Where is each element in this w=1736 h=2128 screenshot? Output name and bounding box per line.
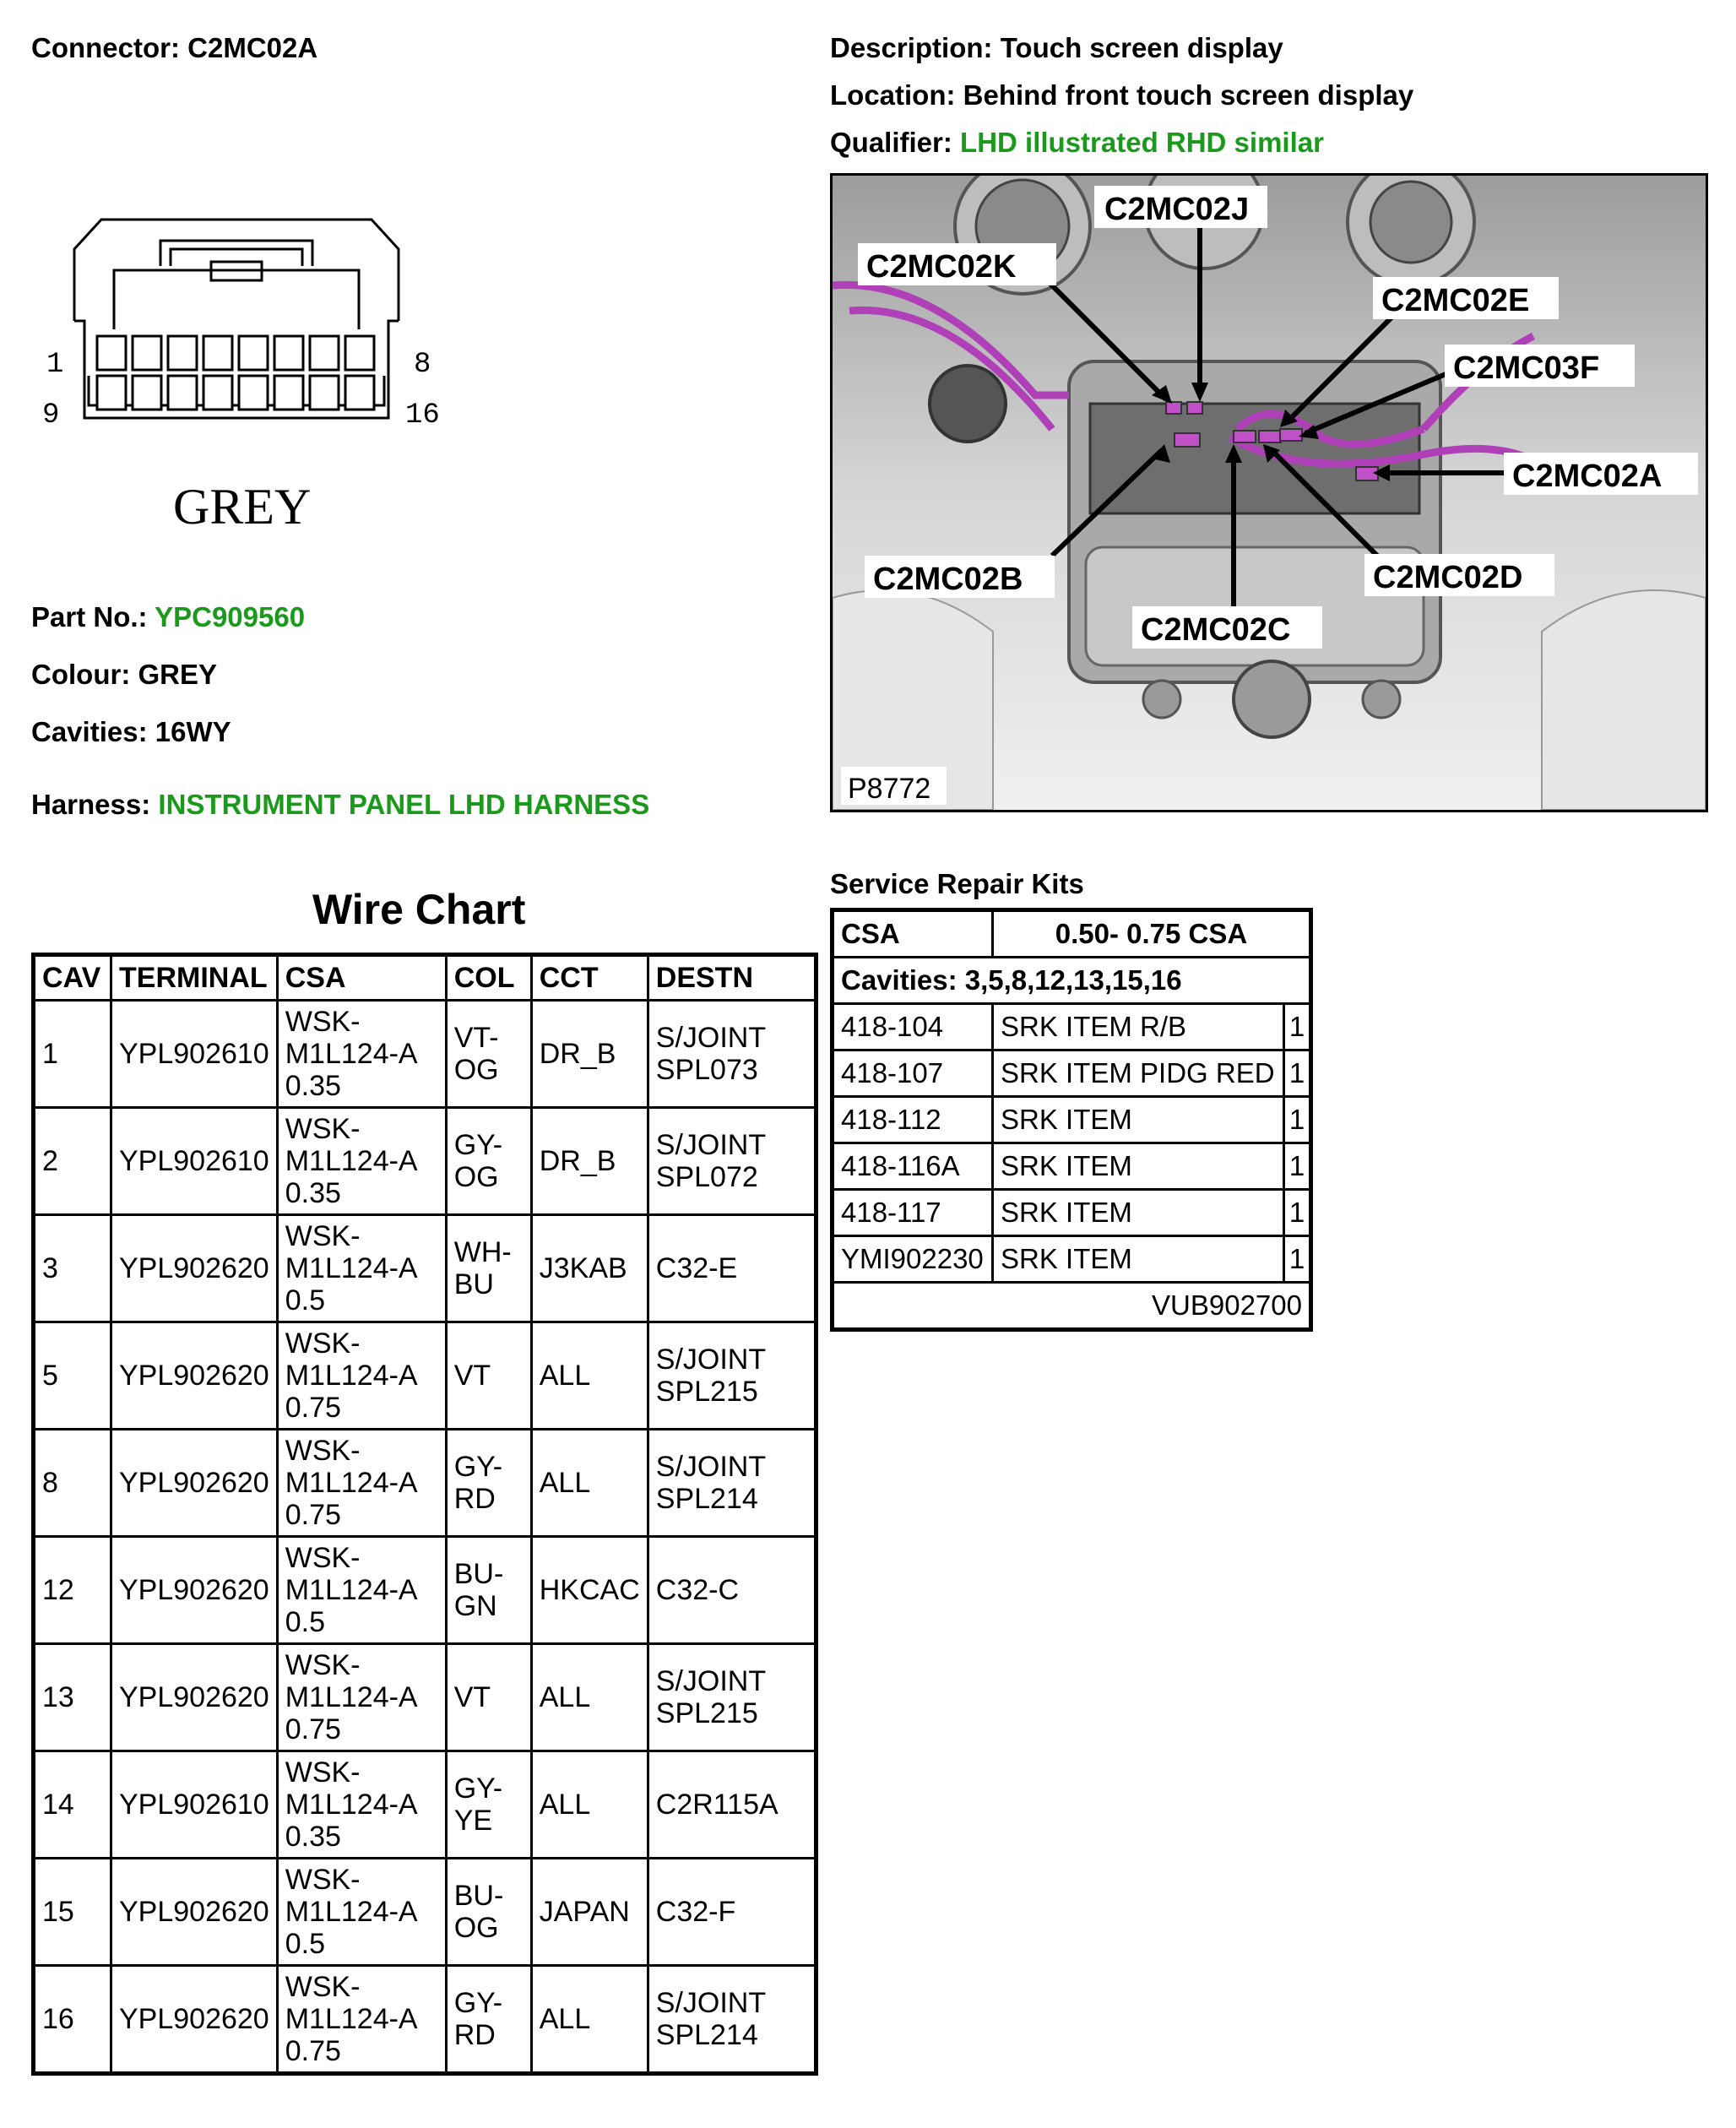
srk-qty: 1 <box>1284 1143 1311 1190</box>
cell-csa <box>277 1001 446 1108</box>
srk-item-row <box>833 1097 1311 1143</box>
cell-col <box>446 1108 531 1215</box>
cell-terminal: YPL902610 <box>111 1751 278 1859</box>
cell-csa-line: WSK- <box>285 1220 361 1252</box>
cell-destn <box>648 1751 816 1859</box>
cell-destn <box>648 1001 816 1108</box>
cell-csa-line: WSK- <box>285 1542 361 1574</box>
cell-terminal: YPL902620 <box>111 1215 278 1322</box>
service-kits-title: Service Repair Kits <box>830 868 1084 899</box>
cell-csa-line: 0.5 <box>285 1284 325 1316</box>
cell-csa-line: M1L124-A <box>285 1038 418 1070</box>
srk-code: YMI902230 <box>833 1236 993 1283</box>
srk-qty: 1 <box>1284 1004 1311 1050</box>
cell-csa <box>277 1108 446 1215</box>
photo-reference: P8772 <box>848 773 931 805</box>
cavity-13 <box>239 376 268 410</box>
cavity-5 <box>239 336 268 370</box>
wire-chart-row <box>34 1430 816 1537</box>
wire-chart-header-cct: CCT <box>531 955 648 1001</box>
pin-1-label: 1 <box>46 349 64 381</box>
cell-col-line: WH- <box>453 1236 512 1268</box>
cell-csa <box>277 1966 446 2074</box>
cell-col <box>446 1322 531 1430</box>
colour-line: Colour: GREY <box>31 659 218 690</box>
srk-csa-header: CSA <box>833 910 993 958</box>
cavity-9 <box>97 376 126 410</box>
wire-chart-row <box>34 1322 816 1430</box>
cell-cav: 8 <box>34 1430 111 1537</box>
cavity-12 <box>203 376 232 410</box>
cell-csa <box>277 1537 446 1644</box>
cell-terminal: YPL902620 <box>111 1644 278 1751</box>
wire-chart-row <box>34 1859 816 1966</box>
cell-csa-line: WSK- <box>285 1756 361 1789</box>
cell-csa-line: 0.75 <box>285 1499 341 1531</box>
cell-terminal: YPL902620 <box>111 1430 278 1537</box>
cell-col-line: OG <box>453 1912 499 1944</box>
cavity-10 <box>133 376 161 410</box>
cell-csa <box>277 1859 446 1966</box>
service-kits-table <box>830 908 1313 1332</box>
location-line: Location: Behind front touch screen display <box>830 79 1414 111</box>
callout-c2mc02a: C2MC02A <box>1512 459 1663 494</box>
connector-heading: Connector: C2MC02A <box>31 32 318 63</box>
callout-c2mc02j: C2MC02J <box>1104 192 1250 227</box>
cavity-1 <box>97 336 126 370</box>
cell-col <box>446 1644 531 1751</box>
cell-cct: DR_B <box>531 1108 648 1215</box>
cell-csa-line: 0.35 <box>285 1821 341 1853</box>
cell-csa-line: M1L124-A <box>285 1467 418 1499</box>
cell-csa-line: M1L124-A <box>285 1360 418 1392</box>
cell-destn <box>648 1966 816 2074</box>
cell-csa <box>277 1430 446 1537</box>
cell-destn <box>648 1537 816 1644</box>
cell-csa-line: 0.5 <box>285 1928 325 1960</box>
location-photo <box>830 173 1708 812</box>
cell-destn-line: SPL214 <box>655 1483 758 1515</box>
cell-csa-line: M1L124-A <box>285 1681 418 1713</box>
cell-cav: 3 <box>34 1215 111 1322</box>
srk-qty: 1 <box>1284 1050 1311 1097</box>
srk-code: 418-107 <box>833 1050 993 1097</box>
wire-chart-row <box>34 1108 816 1215</box>
cell-col-line: BU <box>453 1268 494 1300</box>
cell-cct: ALL <box>531 1751 648 1859</box>
cell-csa-line: WSK- <box>285 1327 361 1360</box>
srk-name: SRK ITEM <box>993 1190 1284 1236</box>
cell-cct: ALL <box>531 1430 648 1537</box>
cell-cav: 14 <box>34 1751 111 1859</box>
cell-csa-line: WSK- <box>285 1435 361 1467</box>
cell-terminal: YPL902620 <box>111 1859 278 1966</box>
wire-chart-row <box>34 1537 816 1644</box>
cavity-11 <box>168 376 197 410</box>
callout-c2mc02e: C2MC02E <box>1381 283 1530 318</box>
cell-col <box>446 1859 531 1966</box>
cell-col-line: RD <box>453 2019 496 2051</box>
cell-col <box>446 1966 531 2074</box>
cell-destn-line: C32-F <box>655 1896 736 1928</box>
callout-c2mc02k: C2MC02K <box>866 249 1017 285</box>
srk-code: 418-104 <box>833 1004 993 1050</box>
cell-destn-line: C32-E <box>655 1252 738 1284</box>
wire-chart-row <box>34 1644 816 1751</box>
cell-csa-line: M1L124-A <box>285 1896 418 1928</box>
cavity-16 <box>345 376 374 410</box>
cell-csa <box>277 1751 446 1859</box>
srk-item-row <box>833 1004 1311 1050</box>
cavity-3 <box>168 336 197 370</box>
pin-16-label: 16 <box>405 399 440 432</box>
cell-terminal: YPL902620 <box>111 1322 278 1430</box>
wire-chart-header-col: COL <box>446 955 531 1001</box>
cell-destn-line: S/JOINT <box>655 1451 767 1483</box>
cell-terminal: YPL902610 <box>111 1001 278 1108</box>
cell-csa <box>277 1215 446 1322</box>
wire-chart-row <box>34 1751 816 1859</box>
callout-c2mc03f: C2MC03F <box>1453 350 1600 386</box>
cell-cct: HKCAC <box>531 1537 648 1644</box>
cell-col <box>446 1751 531 1859</box>
cell-col-line: GY- <box>453 1987 503 2019</box>
cell-cct: ALL <box>531 1966 648 2074</box>
cavity-2 <box>133 336 161 370</box>
cell-csa-line: WSK- <box>285 1649 361 1681</box>
pin-9-label: 9 <box>42 399 60 432</box>
cell-cct: ALL <box>531 1644 648 1751</box>
cell-destn-line: S/JOINT <box>655 1129 767 1161</box>
cavity-14 <box>274 376 303 410</box>
srk-item-row <box>833 1050 1311 1097</box>
cell-cct: J3KAB <box>531 1215 648 1322</box>
callout-c2mc02c: C2MC02C <box>1141 612 1291 648</box>
harness-line: Harness: INSTRUMENT PANEL LHD HARNESS <box>31 789 650 820</box>
wire-chart-header-csa: CSA <box>277 955 446 1001</box>
cell-col-line: YE <box>453 1805 493 1837</box>
cavity-6 <box>274 336 303 370</box>
pin-8-label: 8 <box>414 349 431 381</box>
cell-col-line: GY- <box>453 1451 503 1483</box>
cell-cav: 16 <box>34 1966 111 2074</box>
cell-csa-line: WSK- <box>285 1006 361 1038</box>
cell-terminal: YPL902610 <box>111 1108 278 1215</box>
connector-face-diagram <box>34 211 490 549</box>
callout-c2mc02d: C2MC02D <box>1373 560 1523 595</box>
cell-csa-line: 0.75 <box>285 1392 341 1424</box>
wire-chart-header-destn: DESTN <box>648 955 816 1001</box>
cell-csa-line: WSK- <box>285 1113 361 1145</box>
srk-qty: 1 <box>1284 1190 1311 1236</box>
srk-name: SRK ITEM R/B <box>993 1004 1284 1050</box>
srk-csa-range: 0.50- 0.75 CSA <box>993 910 1311 958</box>
cell-csa-line: 0.75 <box>285 1713 341 1745</box>
cell-csa-line: M1L124-A <box>285 1574 418 1606</box>
wire-chart-row <box>34 1215 816 1322</box>
cell-cav: 12 <box>34 1537 111 1644</box>
cell-col-line: VT <box>453 1681 491 1713</box>
cell-col-line: BU- <box>453 1880 504 1912</box>
srk-qty: 1 <box>1284 1236 1311 1283</box>
cell-cav: 13 <box>34 1644 111 1751</box>
cell-destn-line: SPL073 <box>655 1054 758 1086</box>
cell-col-line: BU- <box>453 1558 504 1590</box>
harness-value: INSTRUMENT PANEL LHD HARNESS <box>158 789 650 820</box>
cell-csa-line: WSK- <box>285 1971 361 2003</box>
cell-destn-line: S/JOINT <box>655 1987 767 2019</box>
srk-item-row <box>833 1143 1311 1190</box>
cell-destn-line: C32-C <box>655 1574 740 1606</box>
cavity-8 <box>345 336 374 370</box>
cavity-4 <box>203 336 232 370</box>
wire-chart-header-terminal: TERMINAL <box>111 955 278 1001</box>
cell-destn-line: SPL215 <box>655 1697 758 1729</box>
cell-csa-line: WSK- <box>285 1864 361 1896</box>
cell-destn-line: SPL072 <box>655 1161 758 1193</box>
cell-col-line: OG <box>453 1054 499 1086</box>
srk-code: 418-116A <box>833 1143 993 1190</box>
srk-footer: VUB902700 <box>833 1283 1311 1330</box>
cell-col <box>446 1430 531 1537</box>
cavities-line: Cavities: 16WY <box>31 716 231 747</box>
cell-terminal: YPL902620 <box>111 1537 278 1644</box>
cell-destn <box>648 1644 816 1751</box>
cavity-15 <box>310 376 339 410</box>
cell-csa <box>277 1644 446 1751</box>
wire-chart-row <box>34 1001 816 1108</box>
cell-csa <box>277 1322 446 1430</box>
cell-cct: DR_B <box>531 1001 648 1108</box>
cell-csa-line: M1L124-A <box>285 1145 418 1177</box>
cell-cav: 5 <box>34 1322 111 1430</box>
cell-terminal: YPL902620 <box>111 1966 278 2074</box>
srk-cavities: Cavities: 3,5,8,12,13,15,16 <box>833 958 1311 1004</box>
srk-qty: 1 <box>1284 1097 1311 1143</box>
srk-item-row <box>833 1236 1311 1283</box>
cell-col-line: GY- <box>453 1129 503 1161</box>
cell-col <box>446 1001 531 1108</box>
qualifier-line: Qualifier: LHD illustrated RHD similar <box>830 127 1324 158</box>
cell-cav: 2 <box>34 1108 111 1215</box>
cell-csa-line: M1L124-A <box>285 1789 418 1821</box>
cell-col-line: VT- <box>453 1022 499 1054</box>
wire-chart-table <box>31 953 818 2076</box>
cell-destn-line: C2R115A <box>655 1789 778 1821</box>
cell-col <box>446 1215 531 1322</box>
cell-destn <box>648 1108 816 1215</box>
srk-name: SRK ITEM PIDG RED <box>993 1050 1284 1097</box>
cell-cav: 15 <box>34 1859 111 1966</box>
cell-col-line: RD <box>453 1483 496 1515</box>
cavity-7 <box>310 336 339 370</box>
cell-destn-line: S/JOINT <box>655 1022 767 1054</box>
callout-c2mc02b: C2MC02B <box>873 562 1023 597</box>
cell-destn <box>648 1430 816 1537</box>
description-line: Description: Touch screen display <box>830 32 1283 63</box>
srk-code: 418-112 <box>833 1097 993 1143</box>
cell-csa-line: 0.35 <box>285 1070 341 1102</box>
cell-col-line: GN <box>453 1590 497 1622</box>
cell-cav: 1 <box>34 1001 111 1108</box>
wire-chart-row <box>34 1966 816 2074</box>
cell-csa-line: M1L124-A <box>285 1252 418 1284</box>
part-number-value: YPC909560 <box>155 601 306 632</box>
cell-csa-line: M1L124-A <box>285 2003 418 2035</box>
connector-colour-text: GREY <box>173 479 312 535</box>
cell-destn-line: SPL215 <box>655 1376 758 1408</box>
cell-destn-line: S/JOINT <box>655 1665 767 1697</box>
srk-name: SRK ITEM <box>993 1236 1284 1283</box>
srk-name: SRK ITEM <box>993 1143 1284 1190</box>
cell-destn-line: SPL214 <box>655 2019 758 2051</box>
srk-item-row <box>833 1190 1311 1236</box>
cell-col-line: GY- <box>453 1772 503 1805</box>
cell-csa-line: 0.5 <box>285 1606 325 1638</box>
cell-destn <box>648 1215 816 1322</box>
cell-col-line: VT <box>453 1360 491 1392</box>
srk-name: SRK ITEM <box>993 1097 1284 1143</box>
cell-destn <box>648 1322 816 1430</box>
cell-csa-line: 0.35 <box>285 1177 341 1209</box>
cell-csa-line: 0.75 <box>285 2035 341 2067</box>
wire-chart-header-cav: CAV <box>34 955 111 1001</box>
cell-destn-line: S/JOINT <box>655 1344 767 1376</box>
cell-col <box>446 1537 531 1644</box>
wire-chart-header-row <box>34 955 816 1001</box>
srk-code: 418-117 <box>833 1190 993 1236</box>
qualifier-value: LHD illustrated RHD similar <box>960 127 1324 158</box>
cell-destn <box>648 1859 816 1966</box>
part-number-line: Part No.: YPC909560 <box>31 601 306 632</box>
cell-cct: JAPAN <box>531 1859 648 1966</box>
cell-col-line: OG <box>453 1161 499 1193</box>
wire-chart-title: Wire Chart <box>312 886 526 933</box>
cell-cct: ALL <box>531 1322 648 1430</box>
